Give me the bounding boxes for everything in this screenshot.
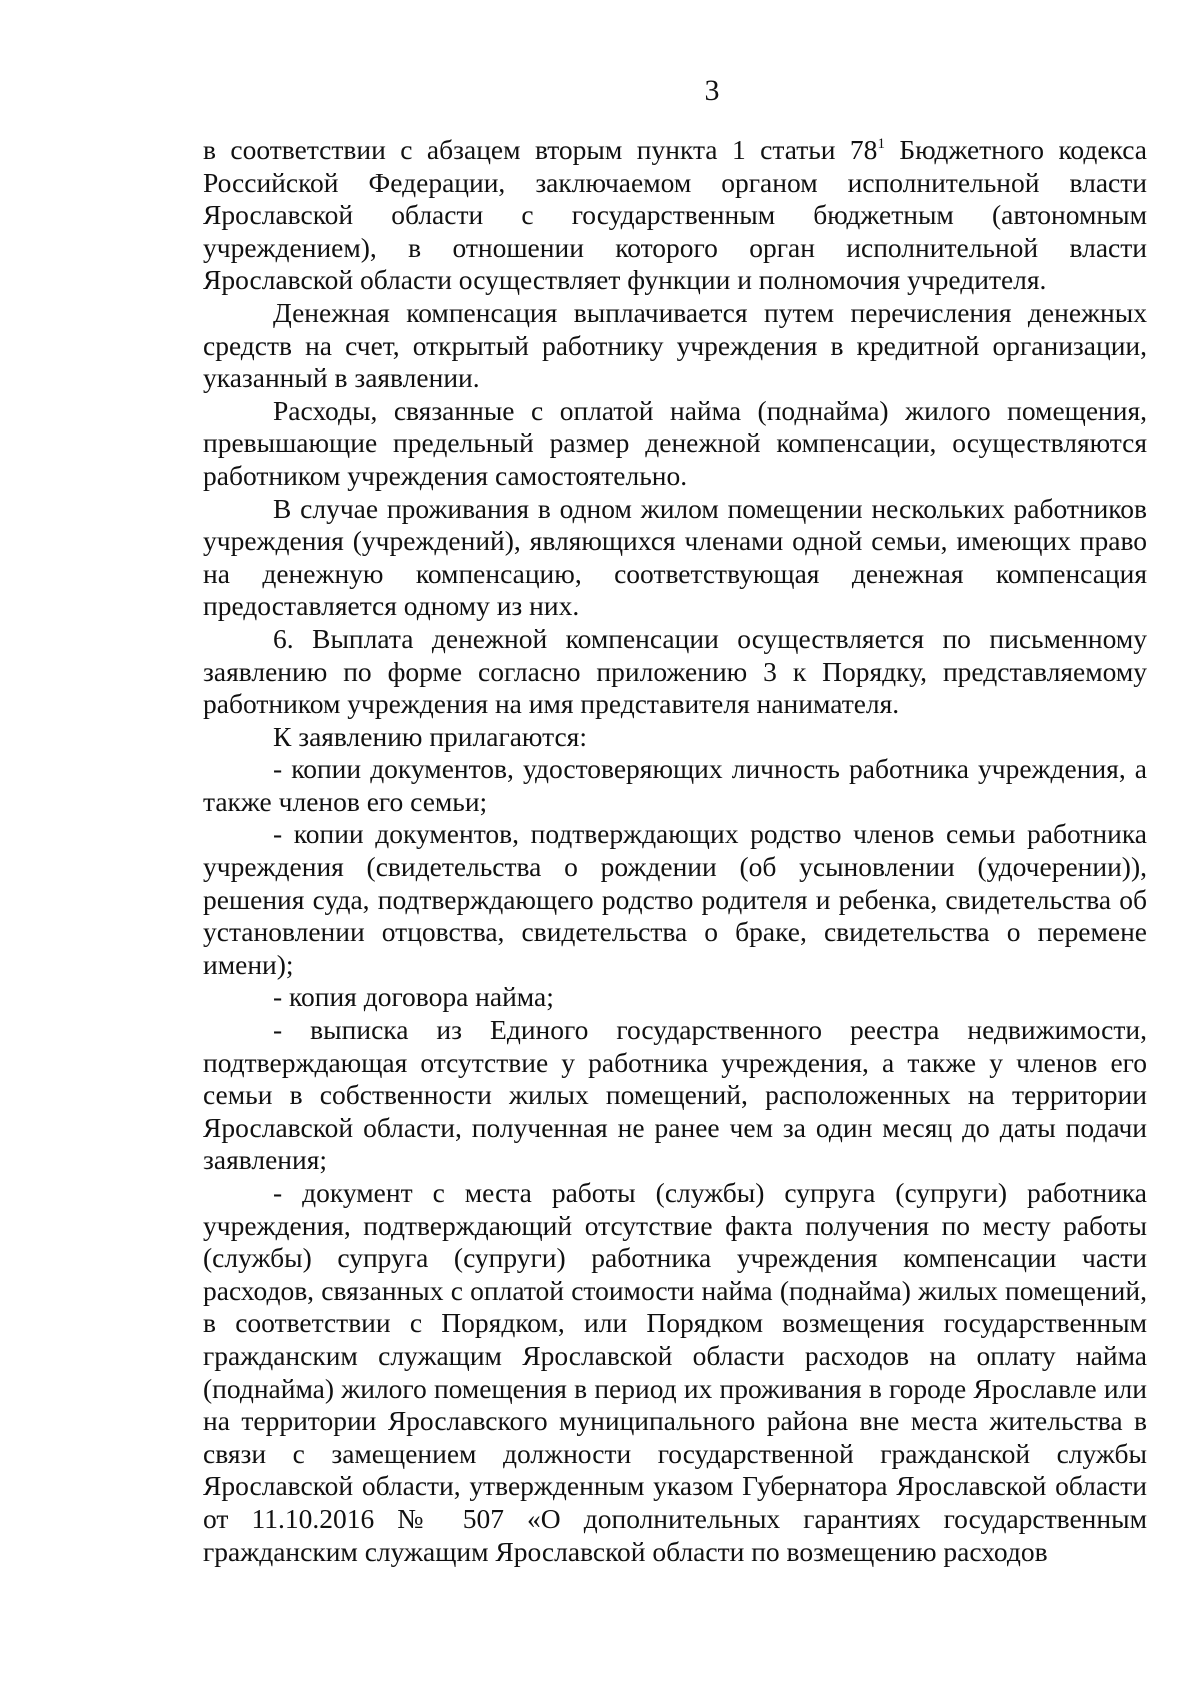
- list-item: - копия договора найма;: [273, 981, 554, 1013]
- paragraph: В случае проживания в одном жилом помещении нескольких работников учреждения (учреждений), являющихся членами одной семьи, имеющих право на денежную компенсацию, соответствующая денежная компенсация предоставляется одному из них.: [203, 492, 1147, 622]
- document-body: [203, 134, 1147, 1568]
- page-number: 3: [704, 74, 720, 107]
- paragraph-text: в соответствии с абзацем вторым пункта 1 статьи 78: [203, 134, 878, 165]
- paragraph-clause-6: 6. Выплата денежной компенсации осуществляется по письменному заявлению по форме согласно приложению 3 к Порядку, представляемому работником учреждения на имя представителя нанимателя.: [203, 622, 1147, 720]
- list-item: - документ с места работы (службы) супруга (супруги) работника учреждения, подтверждающий отсутствие факта получения по месту работы (службы) супруга (супруги) работника учреждения компенсации части расходов, связанных с оплатой стоимости найма (поднайма) жилых помещений, в соответствии с Порядком, или Порядком возмещения государственным гражданским служащим Ярославской области расходов на оплату найма (поднайма) жилого помещения в период их проживания в городе Ярославле или на территории Ярославского муниципального района вне места жительства в связи с замещением должности государственной гражданской службы Ярославской области, утвержденным указом Губернатора Ярославской области от 11.10.2016 № 507 «О дополнительных гарантиях государственным гражданским служащим Ярославской области по возмещению расходов: [203, 1177, 1147, 1567]
- superscript: 1: [877, 136, 885, 152]
- paragraph-text: Бюджетного кодекса Российской Федерации, заключаемом органом исполнительной власти Ярославской области с государственным бюджетным (автономным учреждением), в отношении которого орган исполнительной власти Ярославской области осуществляет функции и полномочия учредителя.: [203, 134, 1147, 296]
- paragraph: Денежная компенсация выплачивается путем перечисления денежных средств на счет, открытый работнику учреждения в кредитной организации, указанный в заявлении.: [203, 296, 1147, 394]
- paragraph: Расходы, связанные с оплатой найма (поднайма) жилого помещения, превышающие предельный размер денежной компенсации, осуществляются работником учреждения самостоятельно.: [203, 394, 1147, 491]
- list-item: - выписка из Единого государственного реестра недвижимости, подтверждающая отсутствие у работника учреждения, а также у членов его семьи в собственности жилых помещений, расположенных на территории Ярославской области, полученная не ранее чем за один месяц до даты подачи заявления;: [203, 1014, 1147, 1176]
- paragraph: К заявлению прилагаются:: [273, 720, 587, 752]
- paragraph-continuation: [203, 134, 1147, 297]
- list-item: - копии документов, удостоверяющих личность работника учреждения, а также членов его семьи;: [203, 753, 1147, 817]
- list-item: - копии документов, подтверждающих родство членов семьи работника учреждения (свидетельства о рождении (об усыновлении (удочерении)), решения суда, подтверждающего родство родителя и ребенка, свидетельства об установлении отцовства, свидетельства о браке, свидетельства о перемене имени);: [203, 818, 1147, 980]
